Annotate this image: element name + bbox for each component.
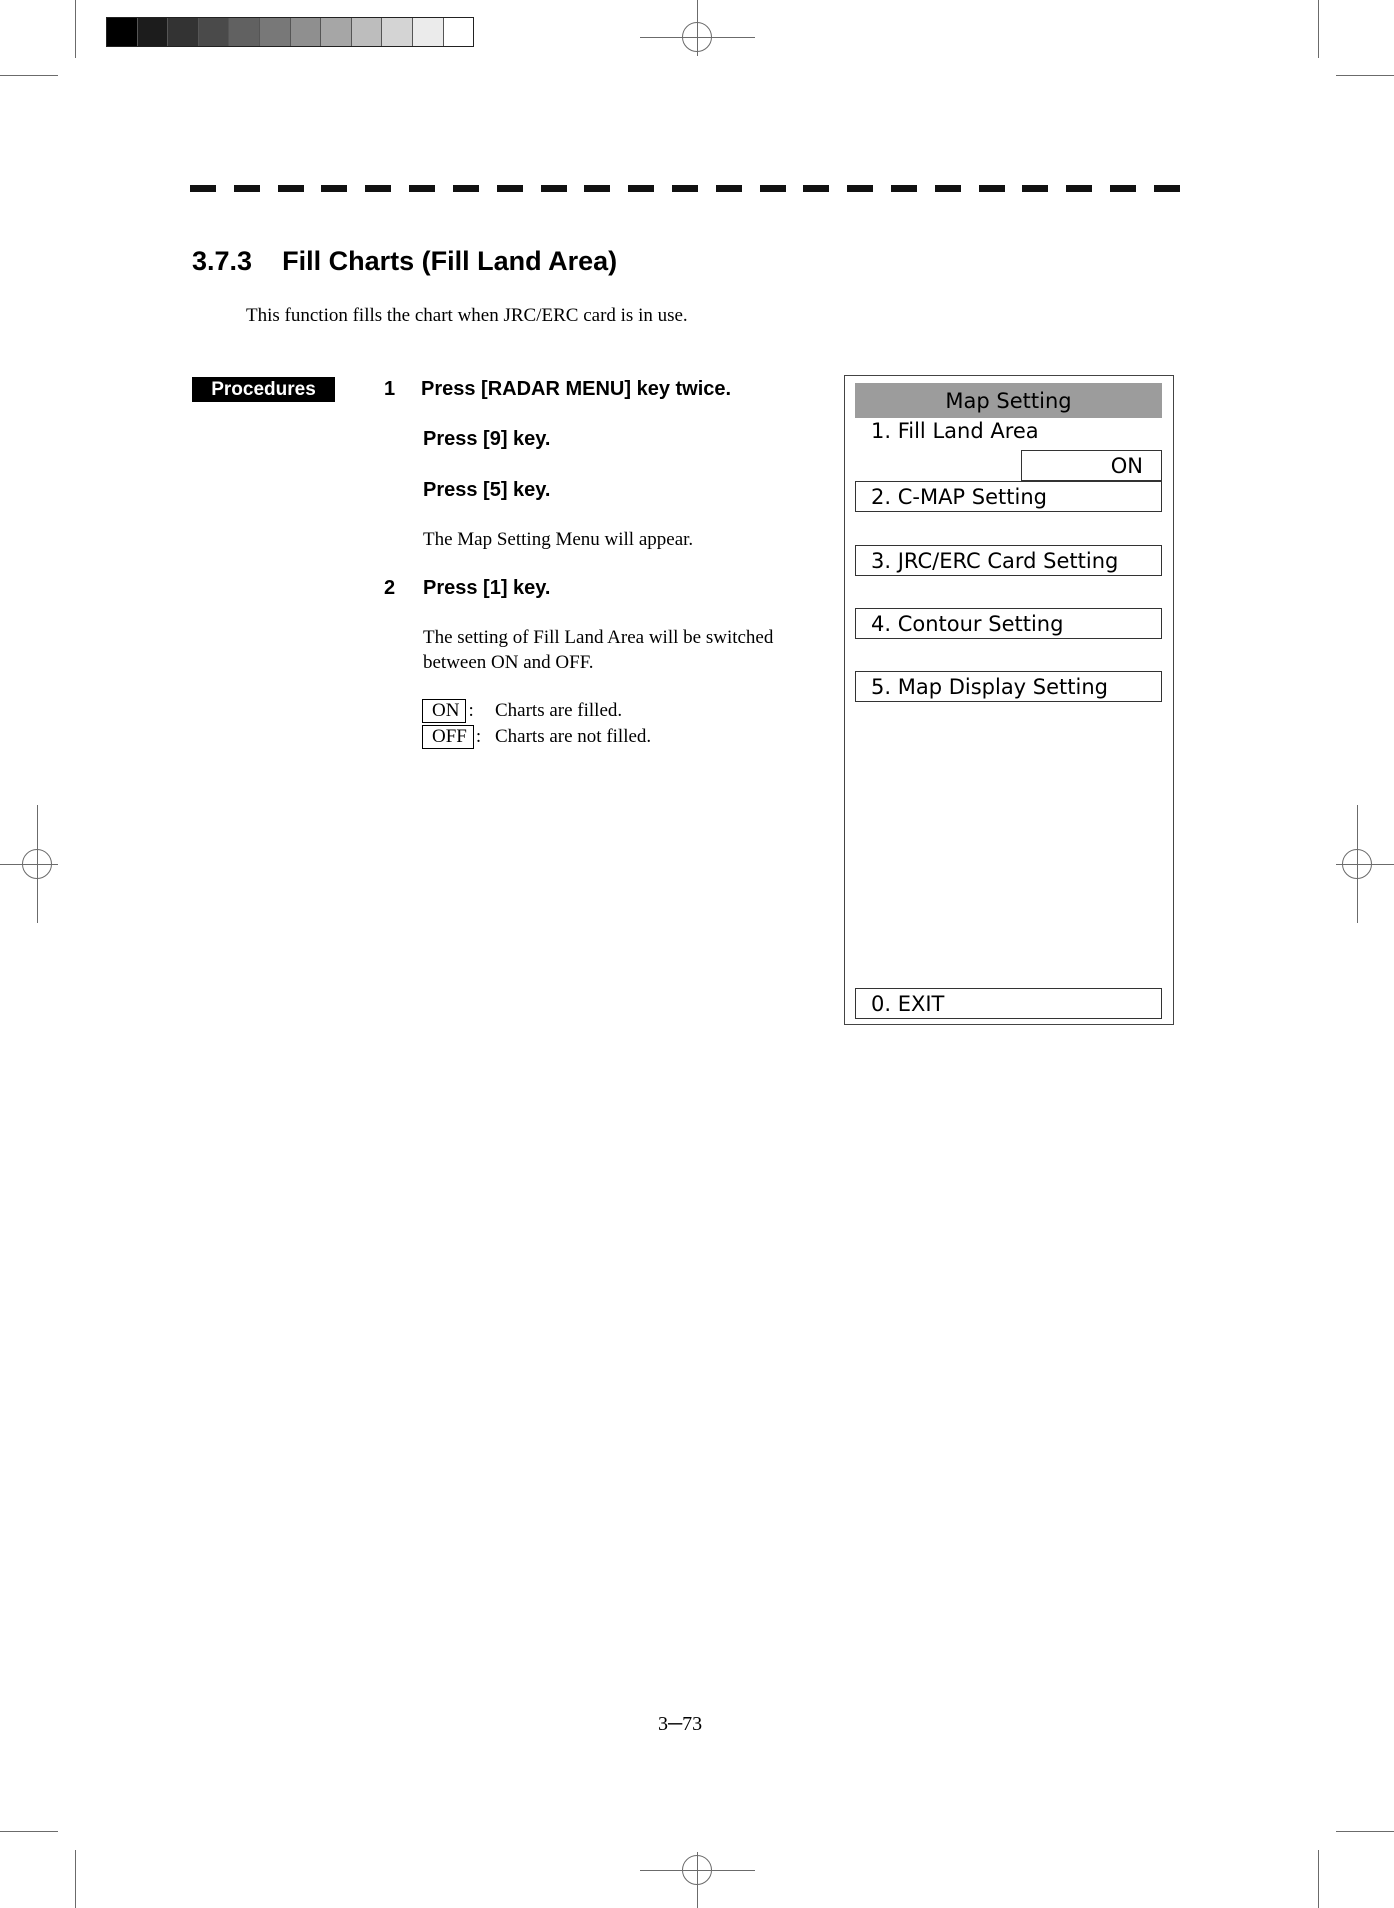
divider-dash (847, 185, 873, 192)
divider-dash (278, 185, 304, 192)
grayscale-swatch (199, 18, 230, 46)
grayscale-swatch (352, 18, 383, 46)
grayscale-swatch (229, 18, 260, 46)
step-2-number: 2 (384, 577, 396, 599)
grayscale-swatch (382, 18, 413, 46)
grayscale-swatch (168, 18, 199, 46)
divider-dash (584, 185, 610, 192)
legend-key-off: OFF (422, 725, 474, 749)
divider-dash (935, 185, 961, 192)
step-1-line-3: Press [5] key. (423, 479, 551, 501)
divider-dash (716, 185, 742, 192)
step-2-note-line-1: The setting of Fill Land Area will be switched (423, 627, 774, 648)
grayscale-swatch (260, 18, 291, 46)
divider-dash (321, 185, 347, 192)
grayscale-swatch (444, 18, 474, 46)
divider-dash (1154, 185, 1180, 192)
divider-dash (409, 185, 435, 192)
step-1-note: The Map Setting Menu will appear. (423, 529, 694, 550)
section-number: 3.7.3 (192, 246, 253, 276)
step-1-number: 1 (384, 378, 396, 400)
divider-dash (760, 185, 786, 192)
grayscale-swatch (291, 18, 322, 46)
divider-dash (628, 185, 654, 192)
grayscale-swatch (413, 18, 444, 46)
menu-item-contour-setting[interactable]: 4. Contour Setting (855, 608, 1162, 639)
legend-row-on: ON : Charts are filled. (422, 699, 474, 723)
grayscale-swatch (138, 18, 169, 46)
divider-dash (541, 185, 567, 192)
divider-dash (234, 185, 260, 192)
section-heading (192, 246, 617, 277)
grayscale-swatch (321, 18, 352, 46)
step-2-line-1: Press [1] key. (423, 577, 551, 599)
procedures-badge: Procedures (192, 377, 335, 402)
page-number: 3─73 (658, 1713, 703, 1735)
divider-dash (803, 185, 829, 192)
step-1-line-1: Press [RADAR MENU] key twice. (421, 378, 732, 400)
section-title: Fill Charts (Fill Land Area) (282, 246, 618, 276)
intro-text: This function fills the chart when JRC/ERC card is in use. (246, 305, 688, 326)
menu-item-cmap-setting[interactable]: 2. C-MAP Setting (855, 481, 1162, 512)
menu-item-jrc-erc-card-setting[interactable]: 3. JRC/ERC Card Setting (855, 545, 1162, 576)
divider-dash (979, 185, 1005, 192)
menu-item-exit[interactable]: 0. EXIT (855, 988, 1162, 1019)
divider-dash (1066, 185, 1092, 192)
fill-land-area-value[interactable]: ON (1021, 450, 1162, 481)
step-1-line-2: Press [9] key. (423, 428, 551, 450)
grayscale-bar (106, 17, 474, 47)
step-2-note-line-2: between ON and OFF. (423, 652, 594, 673)
menu-title: Map Setting (855, 383, 1162, 418)
divider-dash (497, 185, 523, 192)
divider-dash (1110, 185, 1136, 192)
menu-item-fill-land-area[interactable]: 1. Fill Land Area (871, 419, 1039, 443)
grayscale-swatch (107, 18, 138, 46)
divider-dash (190, 185, 216, 192)
menu-item-map-display-setting[interactable]: 5. Map Display Setting (855, 671, 1162, 702)
divider-dash (672, 185, 698, 192)
section-divider (190, 185, 1180, 193)
legend-row-off: OFF : Charts are not filled. (422, 725, 481, 749)
legend-key-on: ON (422, 699, 466, 723)
legend-desc-on: Charts are filled. (495, 700, 623, 721)
legend-desc-off: Charts are not filled. (495, 726, 652, 747)
divider-dash (365, 185, 391, 192)
divider-dash (453, 185, 479, 192)
divider-dash (891, 185, 917, 192)
step-2-note (423, 625, 773, 675)
divider-dash (1022, 185, 1048, 192)
